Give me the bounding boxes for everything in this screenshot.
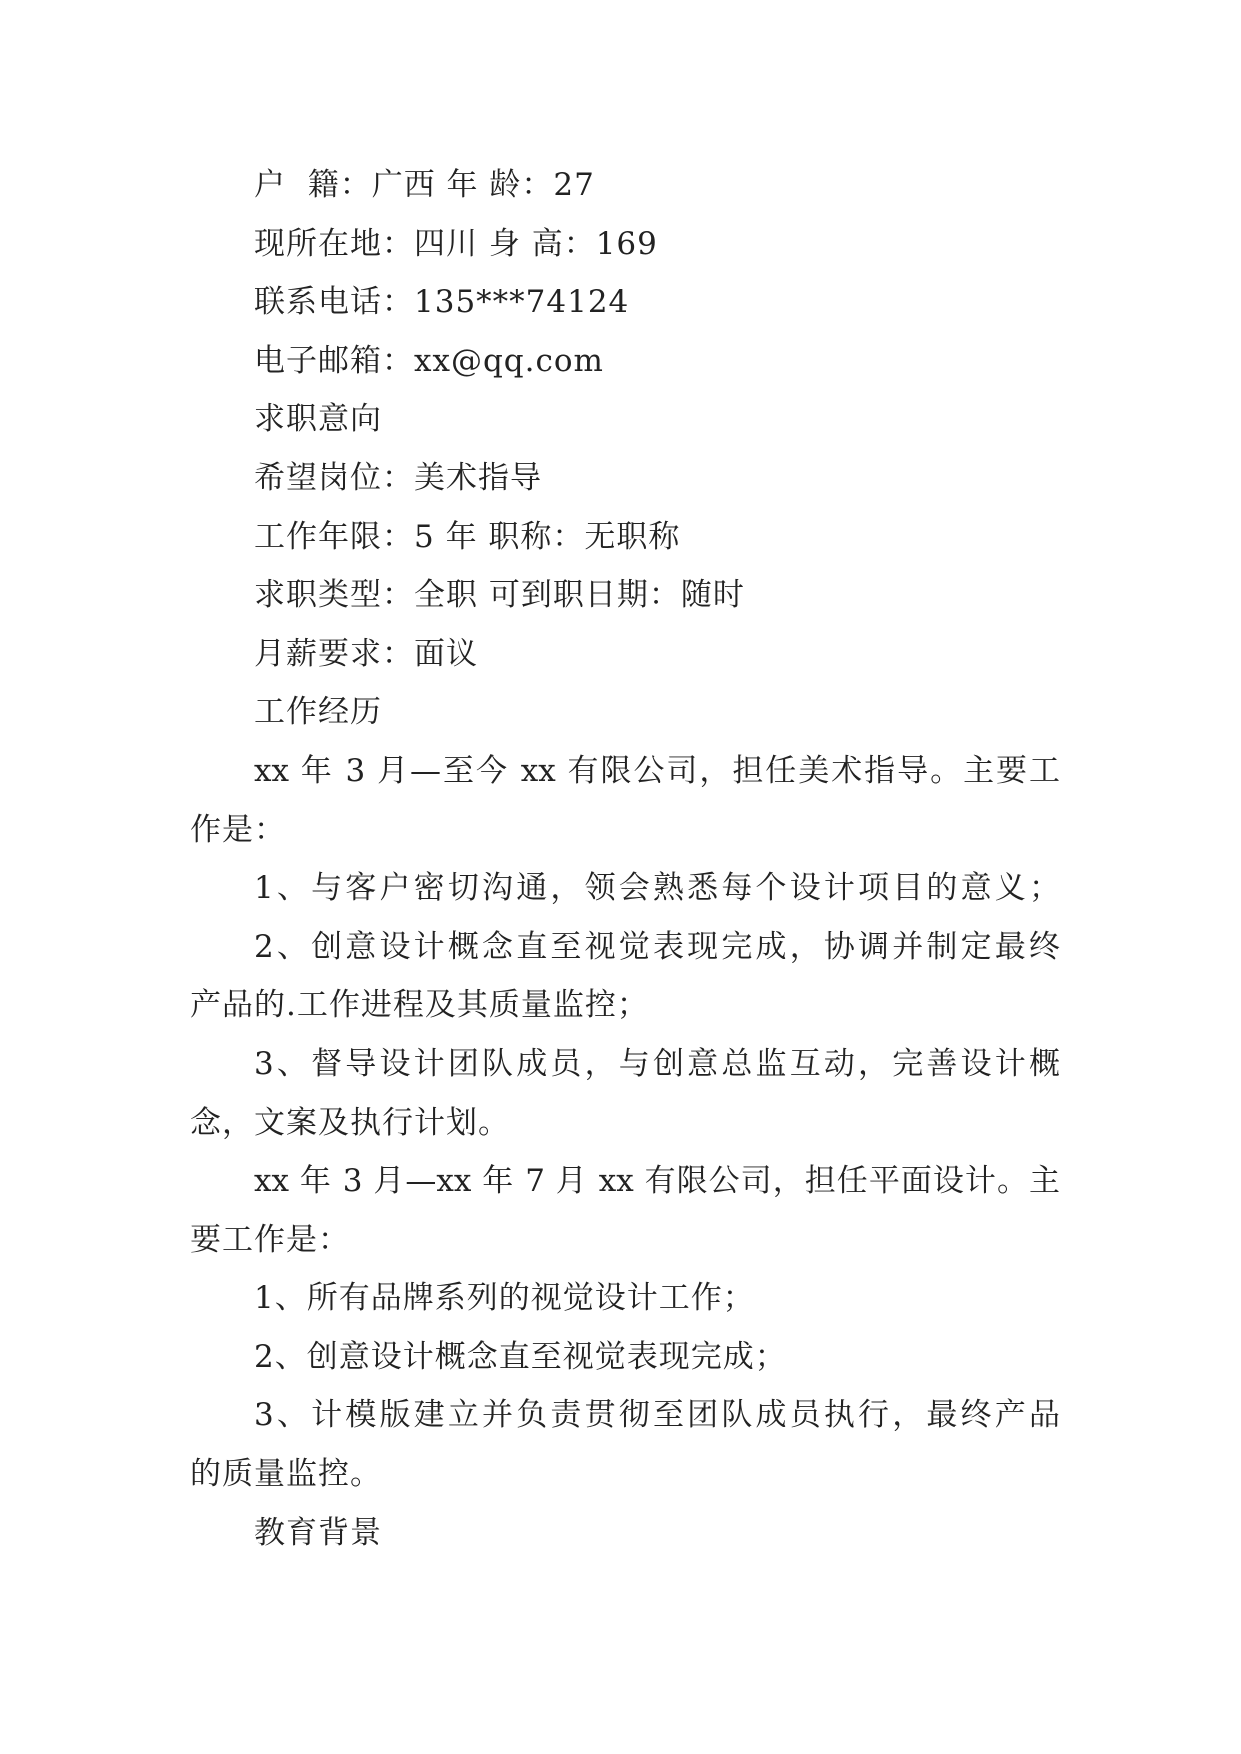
text-line: xx 年 3 月—xx 年 7 月 xx 有限公司，担任平面设计。主: [254, 1163, 1060, 1200]
text-line: 月薪要求：面议: [254, 635, 478, 672]
text-line: 要工作是：: [190, 1221, 350, 1258]
text-line: 产品的.工作进程及其质量监控；: [190, 987, 649, 1024]
document-body: [190, 156, 1060, 1562]
text-line: 2、创意设计概念直至视觉表现完成；: [254, 1338, 787, 1375]
text-line: 户 籍：广西 年 龄：27: [254, 167, 595, 203]
text-line: 3、计模版建立并负责贯彻至团队成员执行，最终产品: [254, 1397, 1060, 1434]
text-line: 作是：: [190, 811, 286, 848]
text-line: 现所在地：四川 身 高：169: [254, 225, 658, 262]
text-line: 2、创意设计概念直至视觉表现完成，协调并制定最终: [254, 928, 1060, 965]
text-line: 联系电话：135***74124: [254, 284, 630, 321]
text-line: 的质量监控。: [190, 1456, 382, 1493]
text-line: 求职意向: [254, 401, 382, 438]
text-line: 工作年限：5 年 职称：无职称: [254, 518, 681, 555]
text-line: 3、督导设计团队成员，与创意总监互动，完善设计概: [254, 1045, 1060, 1082]
text-line: 希望岗位：美术指导: [254, 459, 542, 496]
text-line: 教育背景: [254, 1514, 382, 1551]
text-line: 电子邮箱：xx@qq.com: [254, 342, 604, 379]
text-line: xx 年 3 月—至今 xx 有限公司，担任美术指导。主要工: [254, 752, 1060, 789]
text-line: 求职类型：全职 可到职日期：随时: [254, 577, 745, 614]
text-line: 工作经历: [254, 694, 382, 731]
text-line: 念，文案及执行计划。: [190, 1104, 510, 1141]
text-line: 1、与客户密切沟通，领会熟悉每个设计项目的意义；: [254, 870, 1060, 907]
text-line: 1、所有品牌系列的视觉设计工作；: [254, 1280, 755, 1317]
